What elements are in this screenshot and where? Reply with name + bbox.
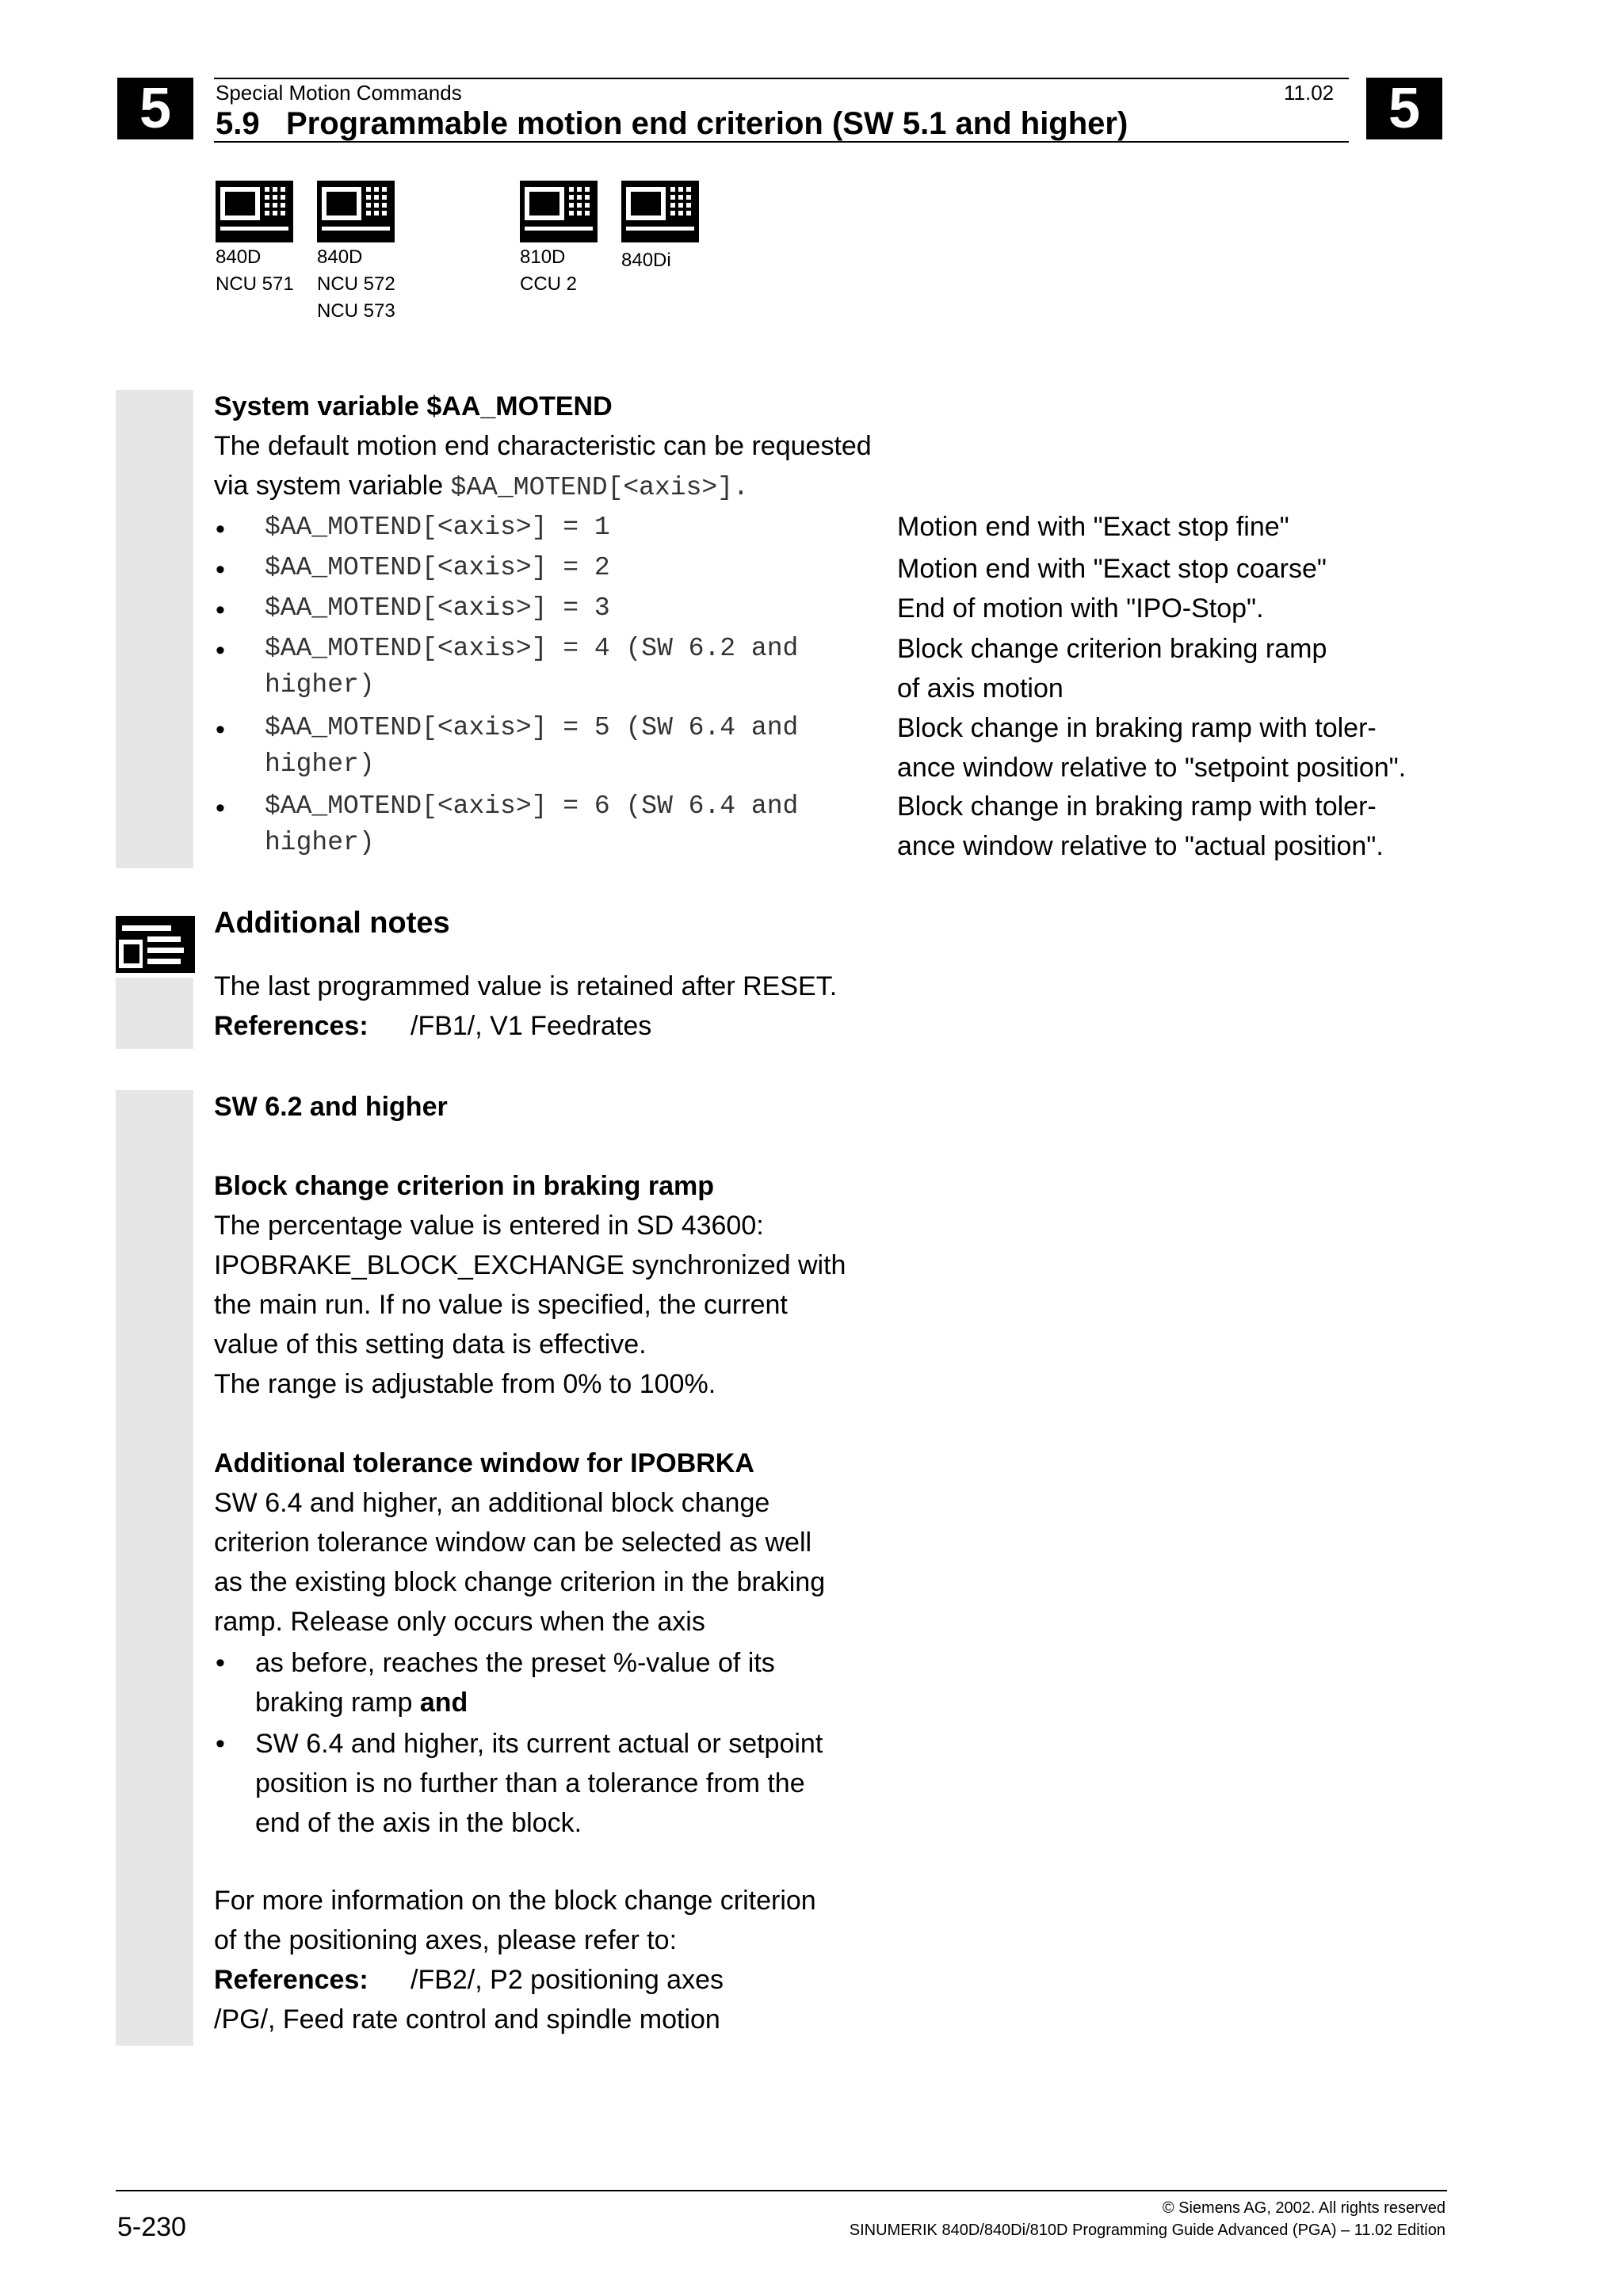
margin-bar — [116, 390, 193, 868]
control-panel-icon — [216, 181, 293, 242]
motend-description: End of motion with "IPO-Stop". — [897, 593, 1264, 624]
motend-code-cont: higher) — [265, 749, 375, 779]
notes-line: The last programmed value is retained after RESET. — [214, 971, 838, 1001]
paragraph-line: The percentage value is entered in SD 43600: — [214, 1211, 764, 1241]
sysvar-intro-line1: The default motion end characteristic can be requested — [214, 431, 872, 461]
bullet-dot: • — [216, 595, 225, 625]
references-line-2: /PG/, Feed rate control and spindle motion — [214, 2004, 720, 2035]
footer-rule — [116, 2190, 1447, 2191]
page-number: 5-230 — [117, 2212, 186, 2242]
header-top-rule — [214, 78, 1349, 79]
motend-description-cont: ance window relative to "setpoint position". — [897, 753, 1407, 783]
motend-description: Block change in braking ramp with toler- — [897, 791, 1377, 822]
motend-description: Block change in braking ramp with toler- — [897, 713, 1377, 743]
page-title: 5.9 Programmable motion end criterion (SW 5.1 and higher) — [216, 106, 1128, 141]
notes-heading: Additional notes — [214, 906, 450, 940]
sw62-heading: SW 6.2 and higher — [214, 1092, 448, 1122]
paragraph-line: of the positioning axes, please refer to: — [214, 1925, 678, 1955]
copyright: © Siemens AG, 2002. All rights reserved — [1162, 2199, 1445, 2217]
motend-code: $AA_MOTEND[<axis>] = 4 (SW 6.2 and — [265, 634, 799, 663]
control-label: 840D NCU 571 — [216, 246, 294, 295]
paragraph-line: as the existing block change criterion in the braking — [214, 1567, 826, 1597]
control-panel-icon — [317, 181, 395, 242]
motend-description: Motion end with "Exact stop fine" — [897, 512, 1289, 542]
motend-description: Block change criterion braking ramp — [897, 634, 1327, 664]
motend-description-cont: ance window relative to "actual position". — [897, 831, 1384, 861]
control-panel-icon — [621, 181, 699, 242]
paragraph-line: For more information on the block change criterion — [214, 1886, 816, 1916]
paragraph-line: IPOBRAKE_BLOCK_EXCHANGE synchronized with — [214, 1250, 846, 1280]
motend-description-cont: of axis motion — [897, 673, 1064, 704]
subheading-braking-ramp: Block change criterion in braking ramp — [214, 1171, 715, 1201]
section-label: Special Motion Commands — [216, 81, 462, 105]
chapter-badge-right: 5 — [1366, 78, 1442, 139]
motend-code: $AA_MOTEND[<axis>] = 1 — [265, 513, 610, 542]
motend-code-cont: higher) — [265, 670, 375, 700]
motend-code: $AA_MOTEND[<axis>] = 2 — [265, 553, 610, 582]
motend-code-cont: higher) — [265, 828, 375, 857]
bullet-dot: • — [216, 1648, 225, 1678]
motend-code: $AA_MOTEND[<axis>] = 5 (SW 6.4 and — [265, 713, 799, 742]
condition-item: SW 6.4 and higher, its current actual or setpoint position is no further than a tolerance from the end of the axis in the block. — [255, 1729, 823, 1838]
notes-reference: References: /FB1/, V1 Feedrates — [214, 1011, 652, 1041]
margin-bar — [116, 1090, 193, 2046]
bullet-dot: • — [216, 635, 225, 666]
sysvar-heading: System variable $AA_MOTEND — [214, 391, 613, 421]
bullet-dot: • — [216, 555, 225, 585]
condition-item: as before, reaches the preset %-value of its braking ramp and — [255, 1648, 775, 1718]
document-title: SINUMERIK 840D/840Di/810D Programming Guide Advanced (PGA) – 11.02 Edition — [849, 2222, 1445, 2239]
edition-label: 11.02 — [1284, 81, 1335, 105]
bullet-dot: • — [216, 715, 225, 745]
motend-code: $AA_MOTEND[<axis>] = 3 — [265, 593, 610, 623]
bullet-dot: • — [216, 1729, 225, 1759]
paragraph-line: SW 6.4 and higher, an additional block change — [214, 1488, 770, 1518]
control-panel-icon — [520, 181, 598, 242]
paragraph-line: criterion tolerance window can be selected as well — [214, 1527, 812, 1558]
paragraph-line: value of this setting data is effective. — [214, 1329, 647, 1360]
references-line: References: /FB2/, P2 positioning axes — [214, 1965, 724, 1995]
bullet-dot: • — [216, 514, 225, 544]
chapter-badge-left: 5 — [117, 78, 193, 139]
motend-code: $AA_MOTEND[<axis>] = 6 (SW 6.4 and — [265, 791, 799, 821]
control-label: 810D CCU 2 — [520, 246, 578, 295]
paragraph-line: the main run. If no value is specified, the current — [214, 1290, 788, 1320]
bullet-dot: • — [216, 793, 225, 823]
paragraph-line: ramp. Release only occurs when the axis — [214, 1607, 705, 1637]
paragraph-line: The range is adjustable from 0% to 100%. — [214, 1369, 716, 1399]
subheading-tolerance-window: Additional tolerance window for IPOBRKA — [214, 1448, 754, 1478]
header-bottom-rule — [214, 141, 1349, 143]
motend-description: Motion end with "Exact stop coarse" — [897, 554, 1327, 584]
sysvar-intro-line2: via system variable $AA_MOTEND[<axis>]. — [214, 471, 749, 502]
control-label: 840Di — [621, 250, 671, 271]
pointing-hand-icon — [116, 911, 195, 978]
control-label: 840D NCU 572 NCU 573 — [317, 246, 395, 322]
